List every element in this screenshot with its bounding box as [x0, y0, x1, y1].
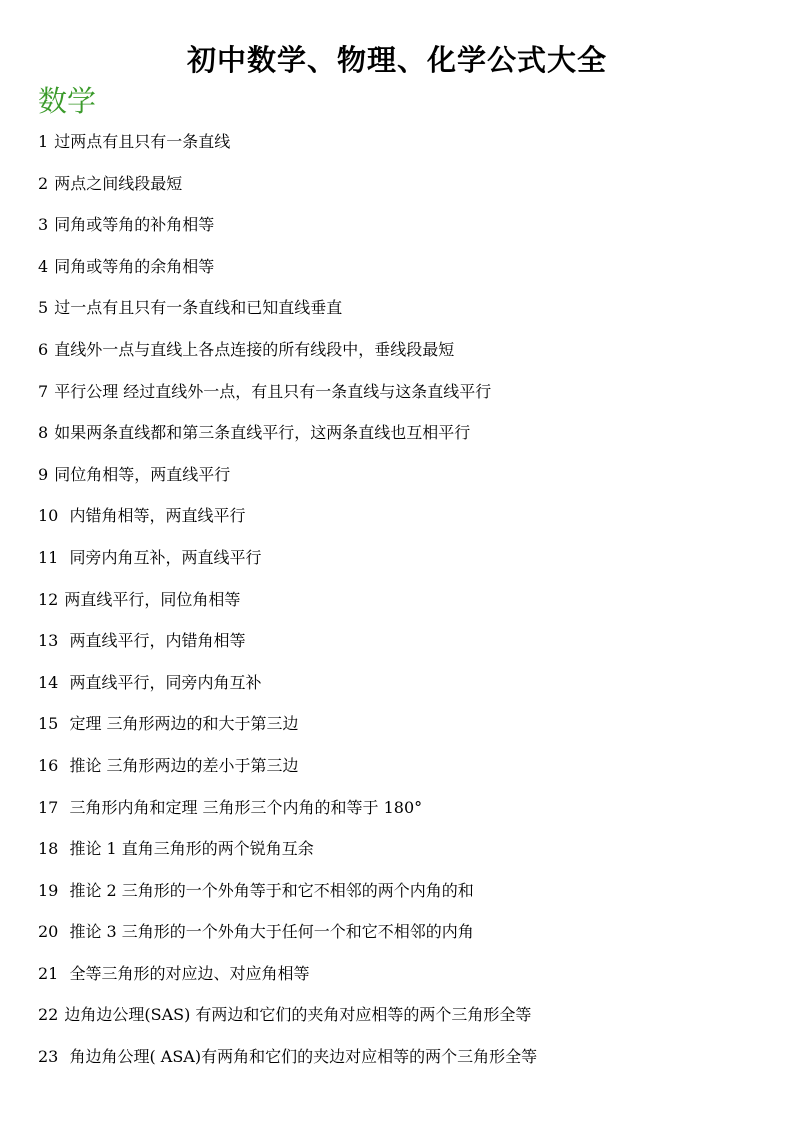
- formula-item: [38, 1043, 768, 1085]
- section-heading-math: 数学: [38, 84, 97, 118]
- formula-number: 16: [38, 755, 59, 775]
- formula-item: [38, 294, 768, 336]
- formula-text: 三角形内角和定理 三角形三个内角的和等于 180°: [64, 797, 423, 817]
- formula-item: [38, 752, 768, 794]
- formula-text: 推论 3 三角形的一个外角大于任何一个和它不相邻的内角: [64, 922, 474, 942]
- formula-item: [38, 128, 768, 170]
- formula-number: 22: [38, 1005, 59, 1025]
- formula-item: [38, 1001, 768, 1043]
- formula-number: 15: [38, 714, 59, 734]
- formula-text: 如果两条直线都和第三条直线平行，这两条直线也互相平行: [54, 423, 471, 443]
- page-title: 初中数学、物理、化学公式大全: [186, 43, 607, 77]
- formula-text: 过两点有且只有一条直线: [54, 132, 231, 151]
- formula-item: [38, 877, 768, 919]
- formula-text: 同角或等角的余角相等: [54, 256, 215, 276]
- formula-number: 1: [38, 132, 49, 151]
- formula-number: 7: [38, 381, 49, 401]
- formula-text: 两点之间线段最短: [54, 173, 183, 193]
- formula-number: 18: [38, 839, 59, 859]
- formula-number: 12: [38, 589, 59, 609]
- formula-item: [38, 918, 768, 960]
- formula-number: 3: [38, 215, 49, 235]
- formula-item: [38, 586, 768, 628]
- formula-item: [38, 835, 768, 877]
- formula-item: [38, 544, 768, 586]
- formula-number: 19: [38, 880, 59, 900]
- formula-text: 内错角相等，两直线平行: [64, 506, 246, 526]
- formula-number: 21: [38, 963, 59, 983]
- formula-item: [38, 211, 768, 253]
- formula-item: [38, 794, 768, 836]
- formula-text: 平行公理 经过直线外一点，有且只有一条直线与这条直线平行: [54, 381, 492, 401]
- formula-item: [38, 419, 768, 461]
- formula-text: 边角边公理(SAS) 有两边和它们的夹角对应相等的两个三角形全等: [64, 1005, 532, 1025]
- formula-item: [38, 627, 768, 669]
- formula-item: [38, 378, 768, 420]
- formula-item: [38, 710, 768, 752]
- formula-number: 20: [38, 922, 59, 942]
- formula-text: 定理 三角形两边的和大于第三边: [64, 714, 299, 734]
- formula-text: 两直线平行，同位角相等: [64, 589, 241, 609]
- formula-text: 同旁内角互补，两直线平行: [64, 547, 262, 567]
- formula-text: 过一点有且只有一条直线和已知直线垂直: [54, 298, 343, 318]
- formula-text: 推论 2 三角形的一个外角等于和它不相邻的两个内角的和: [64, 880, 474, 900]
- formula-number: 9: [38, 464, 49, 484]
- formula-number: 2: [38, 173, 49, 193]
- formula-number: 11: [38, 547, 59, 567]
- formula-item: [38, 253, 768, 295]
- formula-number: 13: [38, 631, 59, 651]
- formula-text: 两直线平行，内错角相等: [64, 631, 246, 651]
- formula-item: [38, 336, 768, 378]
- formula-number: 5: [38, 298, 49, 318]
- formula-text: 同位角相等，两直线平行: [54, 464, 231, 484]
- formula-list: [38, 128, 768, 1085]
- formula-item: [38, 669, 768, 711]
- formula-number: 6: [38, 339, 49, 359]
- formula-number: 4: [38, 256, 49, 276]
- formula-item: [38, 960, 768, 1002]
- formula-text: 直线外一点与直线上各点连接的所有线段中，垂线段最短: [54, 339, 455, 359]
- formula-text: 全等三角形的对应边、对应角相等: [64, 963, 310, 983]
- formula-number: 17: [38, 797, 59, 817]
- formula-number: 23: [38, 1047, 59, 1067]
- formula-number: 8: [38, 423, 49, 443]
- formula-item: [38, 502, 768, 544]
- formula-item: [38, 170, 768, 212]
- formula-number: 14: [38, 672, 59, 692]
- formula-text: 推论 1 直角三角形的两个锐角互余: [64, 839, 314, 859]
- formula-text: 同角或等角的补角相等: [54, 215, 215, 235]
- formula-text: 两直线平行，同旁内角互补: [64, 672, 262, 692]
- formula-text: 推论 三角形两边的差小于第三边: [64, 755, 299, 775]
- formula-number: 10: [38, 506, 59, 526]
- formula-item: [38, 461, 768, 503]
- formula-text: 角边角公理( ASA)有两角和它们的夹边对应相等的两个三角形全等: [64, 1047, 538, 1067]
